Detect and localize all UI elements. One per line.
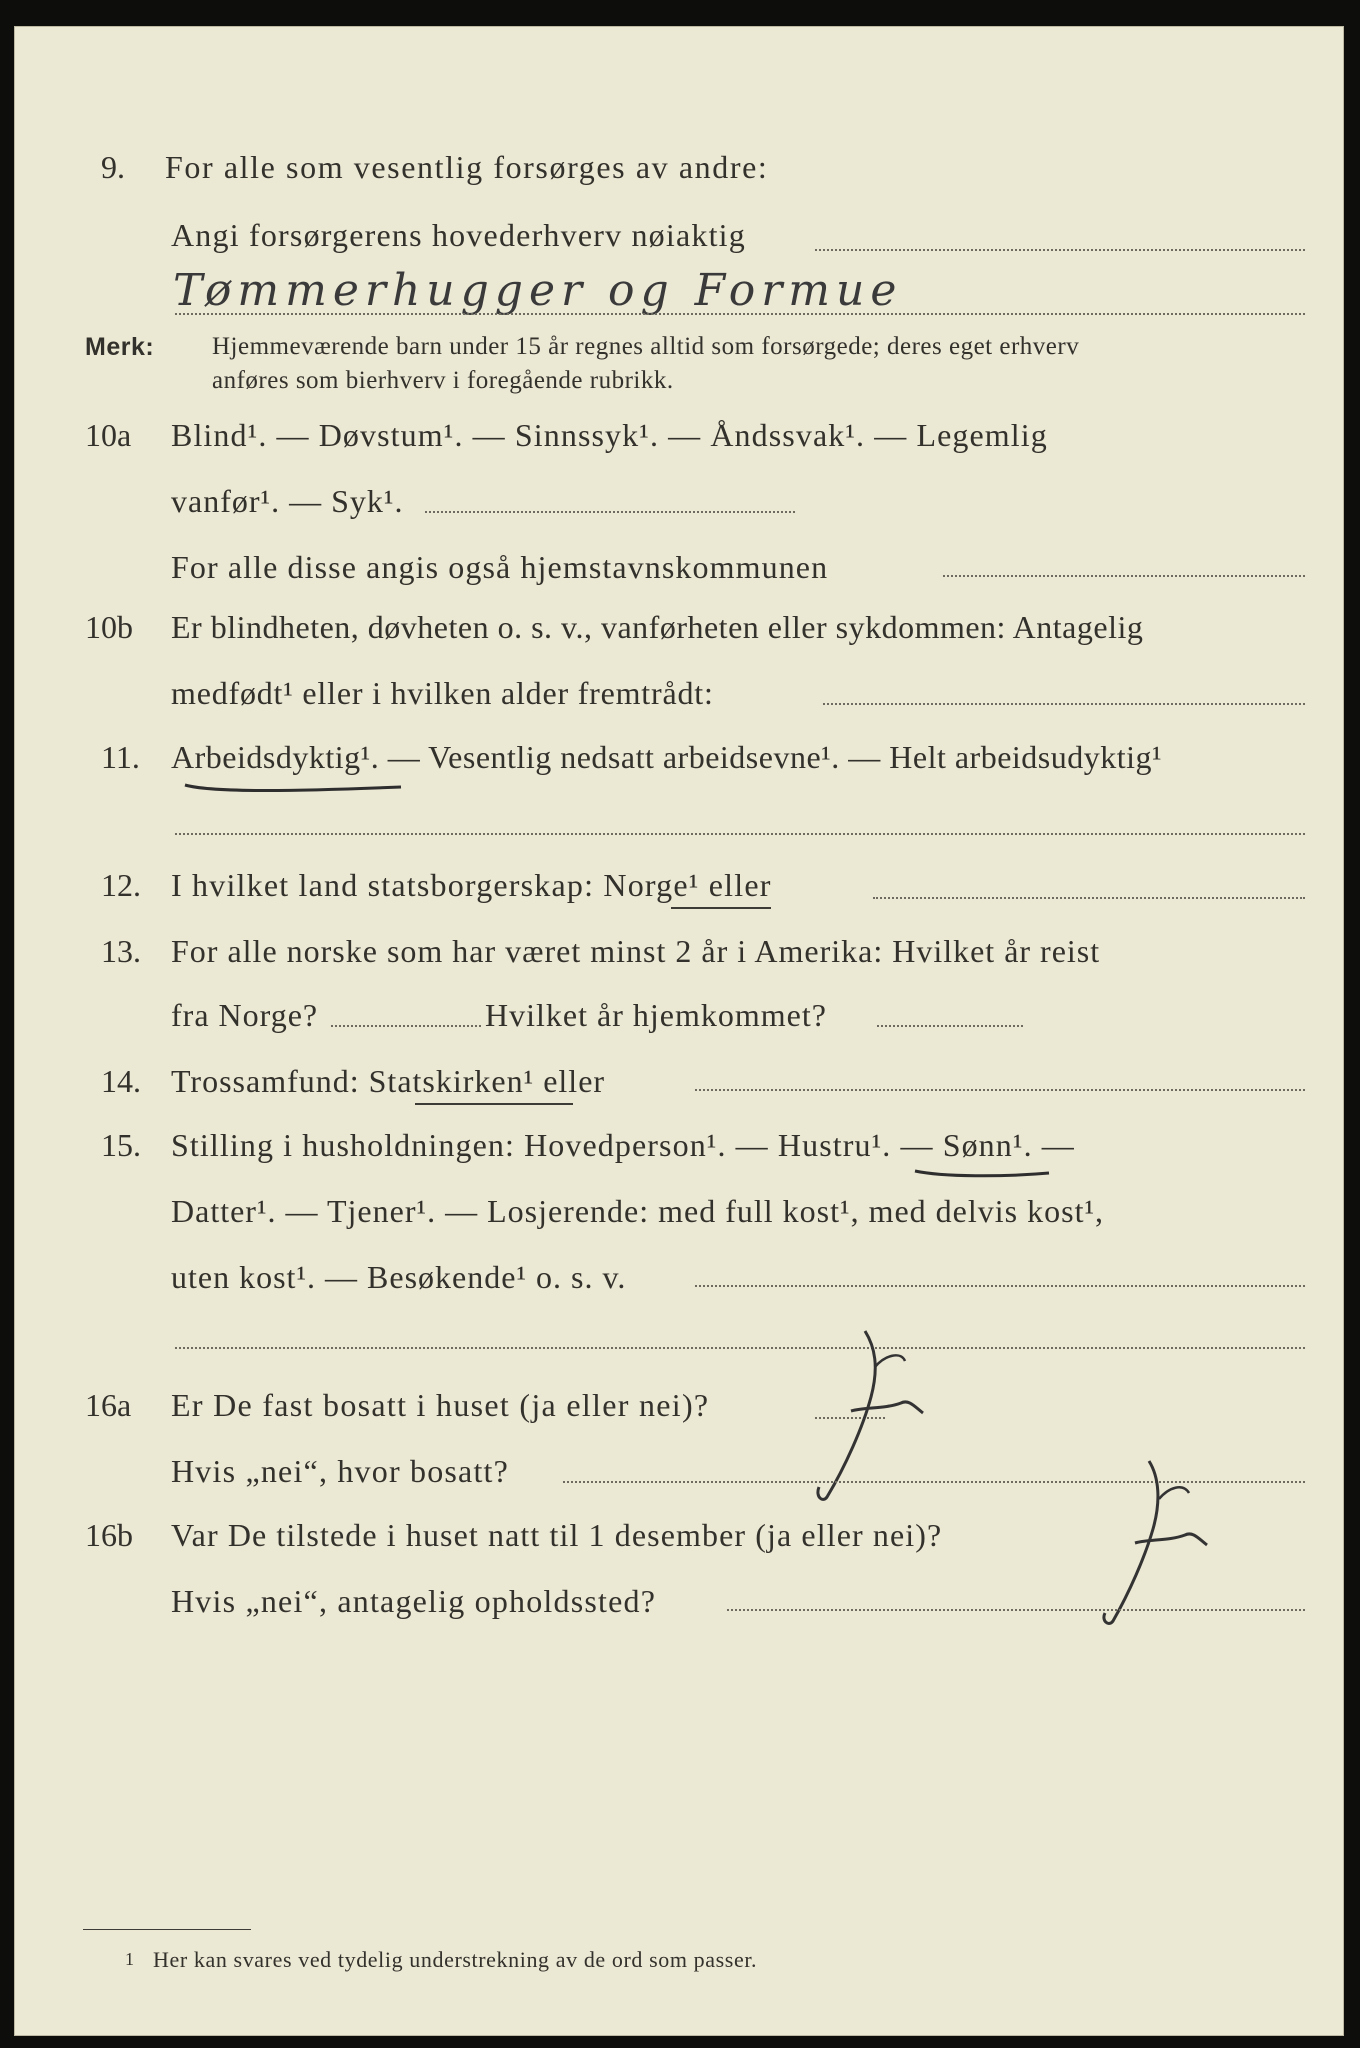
merk-label: Merk: [85,333,155,361]
q10b-field-line [823,703,1305,705]
q13-departure-label: fra Norge? [171,997,319,1033]
q10a-question: Blind¹. — Døvstum¹. — Sinnssyk¹. — Åndssvak¹. — Legemlig [171,417,1048,453]
merk-note-line2: anføres som bierhverv i foregående rubrikk. [212,367,674,394]
q16b-question: Var De tilstede i huset natt til 1 desember (ja eller nei)? [171,1517,943,1553]
q15-extra-line [175,1347,1305,1349]
q9-number: 9. [101,149,125,185]
q10b-number: 10b [85,609,133,645]
q9-occupation-field-line [815,249,1305,251]
q12-field-line [873,897,1305,899]
q10a-number: 10a [85,417,132,453]
q13-departure-field-line [331,1025,481,1027]
q13-number: 13. [101,933,141,969]
footnote-divider [83,1929,251,1930]
q10a-line2: vanfør¹. — Syk¹. [171,483,404,519]
q10b-question: Er blindheten, døvheten o. s. v., vanførheten eller sykdommen: Antagelig [171,609,1144,645]
q12-norge-underline [671,907,771,909]
census-form-page [14,26,1344,2036]
q14-statskirken-underline [415,1103,573,1105]
q9-occupation-label: Angi forsørgerens hovederhverv nøiaktig [171,217,746,253]
q16b-location-label: Hvis „nei“, antagelig opholdssted? [171,1583,657,1619]
q15-field-line [695,1285,1305,1287]
merk-note-line1: Hjemmeværende barn under 15 år regnes alltid som forsørgede; deres eget erhverv [212,333,1080,360]
q11-underline-mark [183,779,403,795]
q15-hustru-underline-mark [913,1167,1053,1181]
q15-number: 15. [101,1127,141,1163]
q16a-handwritten-ja [805,1327,945,1507]
q9-handwritten-answer: Tømmerhugger og Formue [173,265,903,316]
q12-number: 12. [101,867,141,903]
q11-number: 11. [101,739,140,775]
footnote-mark: 1 [125,1949,135,1969]
footnote-text: Her kan svares ved tydelig understrekning av de ord som passer. [153,1947,758,1972]
q10a-hometown-field-line [943,575,1305,577]
q16a-number: 16a [85,1387,132,1423]
q16b-number: 16b [85,1517,133,1553]
q15-question: Stilling i husholdningen: Hovedperson¹. — Hustru¹. — Sønn¹. — [171,1127,1075,1163]
q16b-location-field-line [727,1609,1305,1611]
q14-number: 14. [101,1063,141,1099]
q16a-residence-label: Hvis „nei“, hvor bosatt? [171,1453,510,1489]
q15-line2: Datter¹. — Tjener¹. — Losjerende: med full kost¹, med delvis kost¹, [171,1193,1105,1229]
q11-question: Arbeidsdyktig¹. — Vesentlig nedsatt arbeidsevne¹. — Helt arbeidsudyktig¹ [171,739,1163,775]
q13-question: For alle norske som har været minst 2 år i Amerika: Hvilket år reist [171,933,1101,969]
q9-question: For alle som vesentlig forsørges av andre: [165,149,769,185]
q15-line3: uten kost¹. — Besøkende¹ o. s. v. [171,1259,627,1295]
q14-question: Trossamfund: Statskirken¹ eller [171,1063,606,1099]
q13-return-field-line [877,1025,1023,1027]
q10a-hometown-label: For alle disse angis også hjemstavnskommunen [171,549,829,585]
q9-answer-line [175,313,1305,315]
q12-question: I hvilket land statsborgerskap: Norge¹ eller [171,867,772,903]
q16a-question: Er De fast bosatt i huset (ja eller nei)? [171,1387,710,1423]
q14-field-line [695,1089,1305,1091]
q10b-line2: medfødt¹ eller i hvilken alder fremtrådt: [171,675,714,711]
q13-return-label: Hvilket år hjemkommet? [485,997,827,1033]
q10a-syk-field-line [425,511,795,513]
q11-field-line [175,833,1305,835]
